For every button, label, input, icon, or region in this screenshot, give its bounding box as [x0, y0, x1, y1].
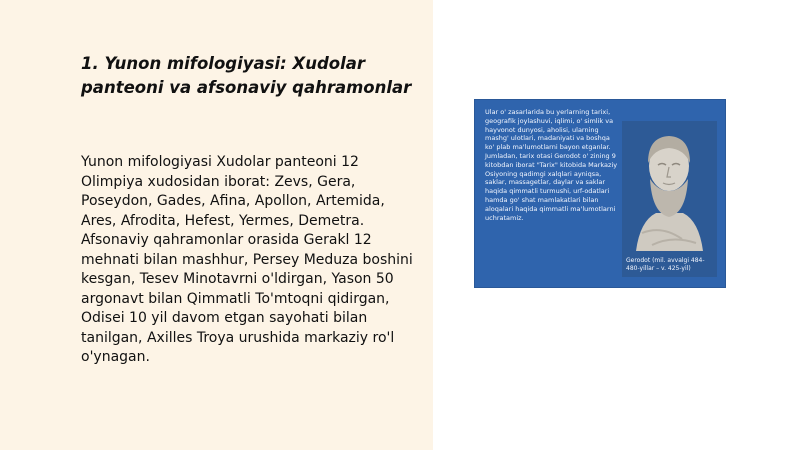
bust-icon: [622, 121, 717, 277]
slide-title: 1. Yunon mifologiyasi: Xudolar panteoni va afsonaviy qahramonlar: [81, 54, 412, 97]
portrait-caption: Gerodot (mil. avvalgi 484-480-yillar – v. 425-yil): [626, 257, 705, 272]
portrait-frame: [622, 121, 717, 277]
herodotus-illustration: [475, 100, 725, 287]
slide-body-text: Yunon mifologiyasi Xudolar panteoni 12 Olimpiya xudosidan iborat: Zevs, Gera, Poseydon, Gades, Afina, Apollon, Artemida, Ares, Afrodita, Hefest, Yermes, Demetra. Afsonaviy qahramonlar orasida Gerakl 12 mehnati bilan mashhur, Persey Meduza boshini kesgan, Tesev Minotavrni o'ldirgan, Yason 50 argonavt bilan Qimmatli To'mtoqni qidirgan, Odisei 10 yil davom etgan sayohati bilan tanilgan, Axilles Troya urushida markaziy ro'l o'ynagan.: [81, 154, 413, 365]
illustration-text: Ular o' zasarlarida bu yerlarning tarixi, geografik joylashuvi, iqlimi, o' simlik va hayvonot dunyosi, aholisi, ularning mashg' ulotlari, madaniyati va boshqa ko' plab ma'lumotlarni bayon etganlar. Jumladan, tarix otasi Gerodot o' zining 9 kitobdan iborat "Tarix" kitobida Markaziy Osiyoning qadimgi xalqlari ayniqsa, saklar, massagetlar, daylar va saklar haqida qimmatli turmushi, urf-odatlari hamda go' shat mamlakatlari bilan aloqalari haqida qimmatli ma'lumotlarni uchratamiz.: [485, 108, 618, 222]
